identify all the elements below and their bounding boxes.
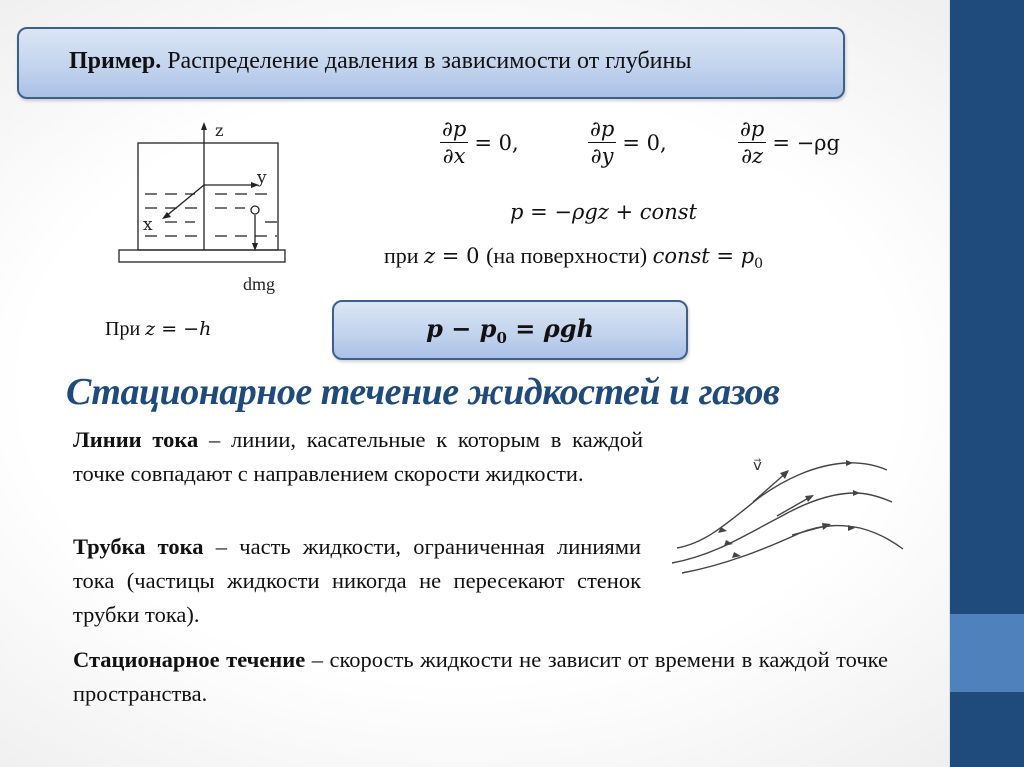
example-label: Пример. bbox=[69, 48, 162, 74]
boundary-p-subscript: 0 bbox=[754, 256, 764, 273]
velocity-vector-label: v⃗ bbox=[753, 456, 762, 474]
definition-text: – линии, касательные к которым в каждой точке совпадают с направлением скорости жидкости. bbox=[73, 427, 644, 486]
dp-dz-rhs: = −ρg bbox=[772, 130, 840, 155]
depth-condition bbox=[105, 318, 211, 341]
boundary-surface-text: (на поверхности) bbox=[486, 243, 653, 268]
dp-dx-numerator: ∂p bbox=[440, 118, 468, 143]
x-axis-label: x bbox=[143, 215, 153, 235]
sidebar-accent-block bbox=[950, 614, 1024, 692]
dp-dz-denominator: ∂z bbox=[741, 144, 764, 169]
definition-steady-flow bbox=[73, 643, 888, 711]
boundary-prefix: при bbox=[384, 243, 425, 268]
dp-dy-denominator: ∂y bbox=[590, 144, 614, 169]
definition-text: – скорость жидкости не зависит от времени в каждой точке пространства. bbox=[73, 647, 889, 706]
definition-streamlines bbox=[73, 423, 643, 491]
z-axis-label: z bbox=[215, 121, 224, 140]
dp-dz-equation bbox=[738, 118, 840, 167]
definition-text: – часть жидкости, ограниченная линиями тока (частицы жидкости никогда не пересекают стенок трубки тока). bbox=[73, 534, 641, 627]
example-title-box bbox=[17, 27, 845, 99]
section-heading: Стационарное течение жидкостей и газов bbox=[66, 371, 780, 413]
result-formula-box bbox=[332, 300, 688, 360]
depth-condition-prefix: При bbox=[105, 318, 146, 340]
dp-dx-denominator: ∂x bbox=[442, 144, 466, 169]
right-decorative-sidebar bbox=[949, 0, 1024, 767]
example-title bbox=[69, 48, 692, 75]
definition-term: Линии тока bbox=[73, 427, 199, 452]
depth-condition-math: z = −h bbox=[145, 318, 212, 340]
vessel-diagram bbox=[105, 120, 300, 305]
definition-term: Стационарное течение bbox=[73, 647, 306, 672]
dp-dy-numerator: ∂p bbox=[588, 118, 616, 143]
streamlines-figure bbox=[665, 445, 905, 585]
result-lhs: p − p bbox=[426, 314, 497, 343]
boundary-equals: = bbox=[709, 244, 741, 268]
result-formula bbox=[334, 314, 686, 347]
definition-term: Трубка тока bbox=[73, 534, 204, 559]
example-title-text: Распределение давления в зависимости от глубины bbox=[161, 48, 692, 74]
boundary-condition-line bbox=[384, 243, 763, 272]
boundary-z: z bbox=[424, 244, 436, 268]
dp-dy-rhs: = 0, bbox=[622, 130, 667, 155]
dp-dz-numerator: ∂p bbox=[738, 118, 766, 143]
dp-dy-equation bbox=[588, 118, 667, 167]
boundary-p: p bbox=[740, 244, 755, 268]
force-label: dmg bbox=[243, 274, 276, 294]
dp-dx-equation bbox=[440, 118, 519, 167]
result-subscript: 0 bbox=[496, 328, 507, 347]
result-rhs: = ρgh bbox=[506, 314, 594, 343]
dp-dx-rhs: = 0, bbox=[474, 130, 519, 155]
boundary-const: const bbox=[652, 244, 710, 268]
definition-stream-tube bbox=[73, 530, 641, 632]
pressure-equation: p = −ρgz + const bbox=[510, 200, 697, 224]
y-axis-label: y bbox=[257, 168, 267, 188]
boundary-eq-zero: = 0 bbox=[435, 244, 487, 268]
